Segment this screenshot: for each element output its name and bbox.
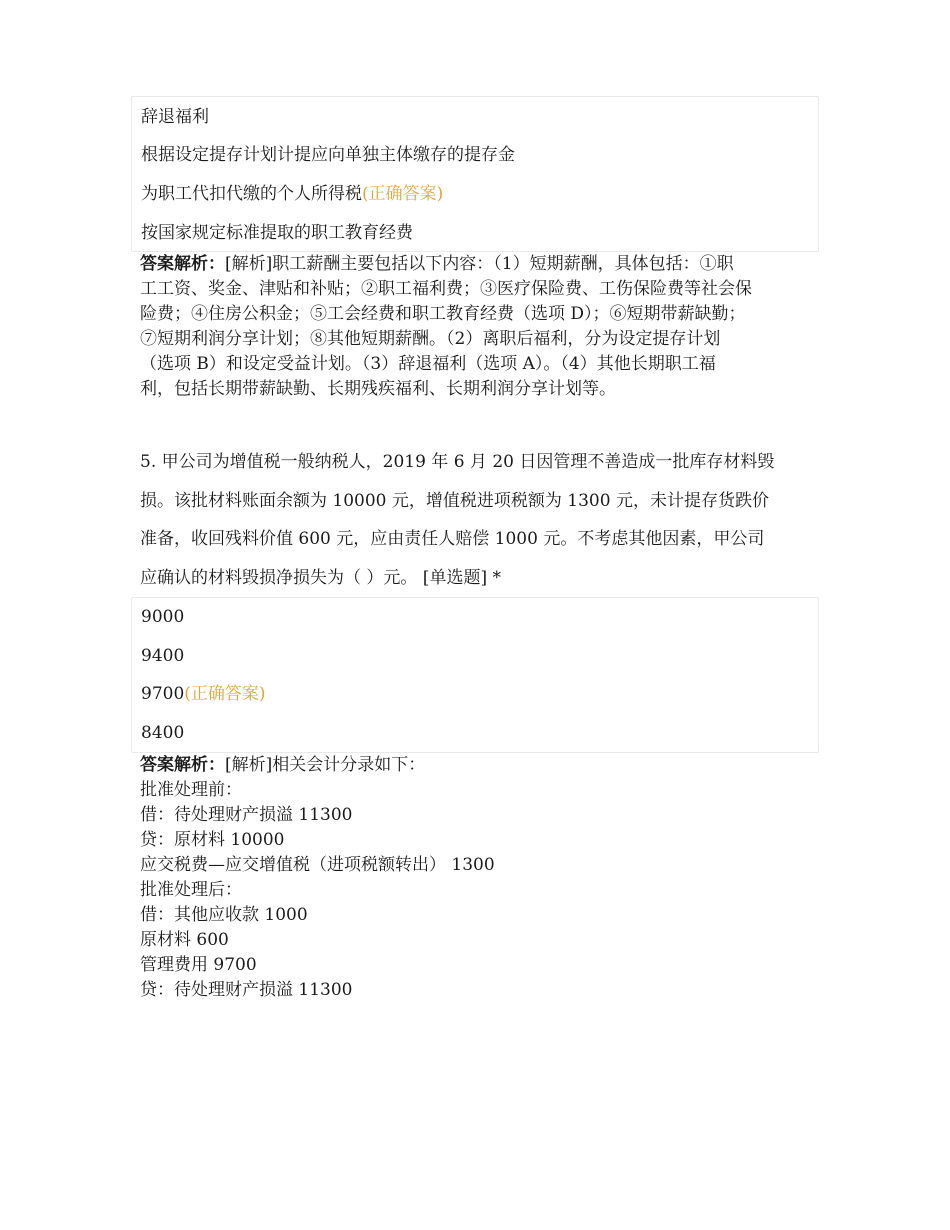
q4-analysis-line: ⑦短期利润分享计划；⑧其他短期薪酬。（2）离职后福利，分为设定提存计划 <box>140 329 721 349</box>
q5-analysis-line: 批准处理后： <box>140 880 242 900</box>
q5-analysis-line: 贷：待处理财产损溢 11300 <box>140 980 353 1000</box>
q5-question <box>140 443 810 597</box>
q4-analysis-label: 答案解析： <box>140 254 225 274</box>
q4-analysis-line: 工工资、奖金、津贴和补贴；②职工福利费；③医疗保险费、工伤保险费等社会保 <box>140 279 752 299</box>
q5-question-line: 5. 甲公司为增值税一般纳税人，2019 年 6 月 20 日因管理不善造成一批库存材料毁 <box>140 452 775 472</box>
q4-analysis-line: 利，包括长期带薪缺勤、长期残疾福利、长期利润分享计划等。 <box>140 379 616 399</box>
q4-option-b[interactable] <box>141 145 515 165</box>
q5-correct-answer-tag: (正确答案) <box>184 684 266 704</box>
q5-analysis-line: 应交税费—应交增值税（进项税额转出） 1300 <box>140 855 495 875</box>
q5-analysis <box>140 753 815 1003</box>
q4-analysis <box>140 252 815 402</box>
q4-analysis-text: [解析]职工薪酬主要包括以下内容：（1）短期薪酬，具体包括：①职 <box>225 254 734 274</box>
q4-option-c[interactable] <box>141 184 443 204</box>
q5-option-b[interactable] <box>141 646 184 666</box>
q4-correct-answer-tag: (正确答案) <box>362 184 444 204</box>
q4-option-b-label: 根据设定提存计划计提应向单独主体缴存的提存金 <box>141 145 515 165</box>
q5-analysis-line: 管理费用 9700 <box>140 955 257 975</box>
q5-analysis-label: 答案解析： <box>140 755 225 775</box>
q4-option-a-label: 辞退福利 <box>141 107 209 127</box>
q5-analysis-line: 贷：原材料 10000 <box>140 830 285 850</box>
q4-option-d[interactable] <box>141 223 413 243</box>
q4-option-a[interactable] <box>141 107 209 127</box>
q5-question-line: 准备，收回残料价值 600 元，应由责任人赔偿 1000 元。不考虑其他因素，甲公司 <box>140 529 765 549</box>
q5-option-a-label: 9000 <box>141 607 185 627</box>
q5-analysis-line: 批准处理前： <box>140 780 242 800</box>
q4-analysis-line: （选项 B）和设定受益计划。（3）辞退福利（选项 A）。（4）其他长期职工福 <box>140 354 716 374</box>
q5-option-d[interactable] <box>141 723 184 743</box>
q5-option-c[interactable] <box>141 684 266 704</box>
q5-option-b-label: 9400 <box>141 646 185 666</box>
q4-option-c-label: 为职工代扣代缴的个人所得税 <box>141 184 362 204</box>
q4-analysis-line: 险费；④住房公积金；⑤工会经费和职工教育经费（选项 D）；⑥短期带薪缺勤； <box>140 304 746 324</box>
q5-option-a[interactable] <box>141 607 184 627</box>
q5-question-line: 应确认的材料毁损净损失为（ ）元。 [单选题] * <box>140 567 501 588</box>
q5-analysis-text: [解析]相关会计分录如下： <box>225 755 426 775</box>
q4-option-d-label: 按国家规定标准提取的职工教育经费 <box>141 223 413 243</box>
q5-question-line: 损。该批材料账面余额为 10000 元，增值税进项税额为 1300 元，未计提存货跌价 <box>140 490 769 511</box>
q5-option-c-label: 9700 <box>141 684 185 704</box>
q5-analysis-line: 原材料 600 <box>140 930 229 950</box>
q4-options-box <box>131 96 819 252</box>
q4-analysis-line <box>140 252 815 277</box>
q5-analysis-line: 借：待处理财产损溢 11300 <box>140 805 353 825</box>
q5-option-d-label: 8400 <box>141 723 185 743</box>
q5-analysis-line <box>140 753 815 778</box>
q5-options-box <box>131 597 819 753</box>
q5-analysis-line: 借：其他应收款 1000 <box>140 905 308 925</box>
